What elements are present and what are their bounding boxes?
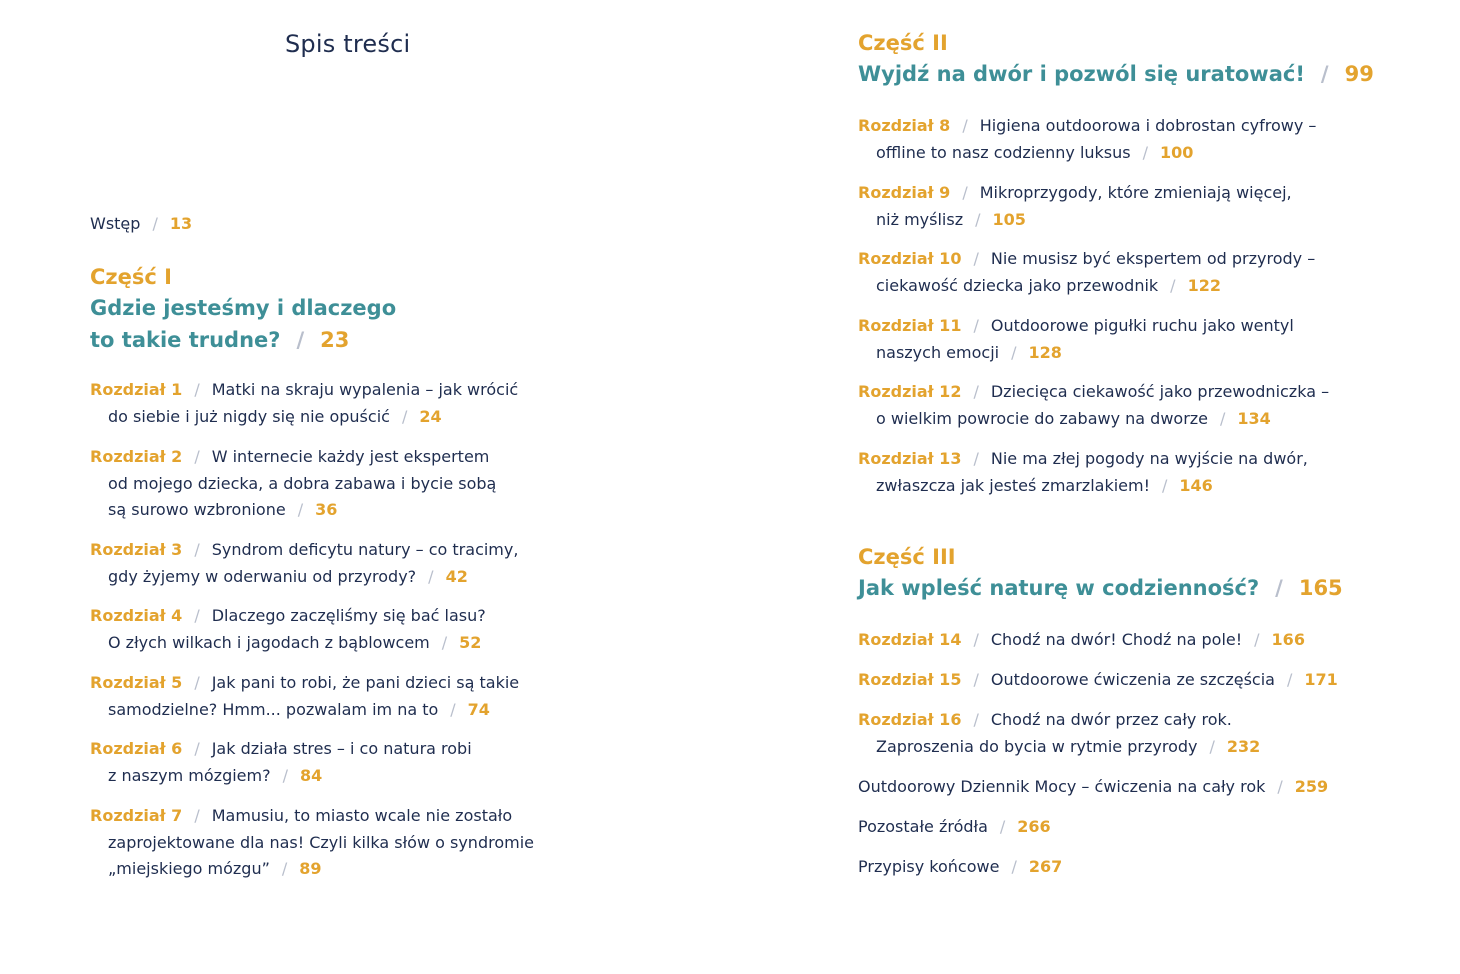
chapter-label: Rozdział 13 <box>858 449 962 468</box>
separator: / <box>1277 777 1283 796</box>
chapter-title: do siebie i już nigdy się nie opuścić <box>108 406 390 426</box>
toc-chapter-8[interactable] <box>858 113 1316 166</box>
separator: / <box>1275 576 1283 600</box>
part-1-heading[interactable] <box>90 262 396 356</box>
chapter-title: Jak działa stres – i co natura robi <box>211 739 472 758</box>
chapter-label: Rozdział 7 <box>90 806 183 825</box>
separator: / <box>1011 342 1017 362</box>
toc-chapter-14[interactable] <box>858 627 1305 654</box>
chapter-title: offline to nasz codzienny luksus <box>876 142 1131 162</box>
chapter-title: Jak pani to robi, że pani dzieci są takie <box>211 673 520 692</box>
chapter-title: W internecie każdy jest ekspertem <box>211 447 490 466</box>
toc-chapter-11[interactable] <box>858 313 1294 366</box>
toc-chapter-13[interactable] <box>858 446 1308 499</box>
separator: / <box>450 699 456 719</box>
chapter-title: od mojego dziecka, a dobra zabawa i bycie sobą <box>108 473 497 493</box>
toc-chapter-9[interactable] <box>858 180 1292 233</box>
page-number: 146 <box>1179 475 1213 495</box>
chapter-label: Rozdział 4 <box>90 606 183 625</box>
chapter-title: o wielkim powrocie do zabawy na dworze <box>876 408 1209 428</box>
chapter-title: Outdoorowe pigułki ruchu jako wentyl <box>990 316 1294 335</box>
chapter-title: Mikroprzygody, które zmieniają więcej, <box>979 183 1292 202</box>
toc-chapter-15[interactable] <box>858 667 1338 694</box>
toc-chapter-10[interactable] <box>858 246 1315 299</box>
toc-intro[interactable] <box>90 211 192 238</box>
separator: / <box>973 382 979 401</box>
chapter-title: O złych wilkach i jagodach z bąblowcem <box>108 632 430 652</box>
chapter-label: Rozdział 10 <box>858 249 962 268</box>
page-number: 128 <box>1028 342 1062 362</box>
page-number: 122 <box>1187 275 1221 295</box>
page-number: 105 <box>992 209 1026 229</box>
chapter-title: naszych emocji <box>876 342 1000 362</box>
extra-title: Pozostałe źródła <box>858 817 988 836</box>
chapter-title: z naszym mózgiem? <box>108 765 271 785</box>
chapter-label: Rozdział 9 <box>858 183 951 202</box>
separator: / <box>1254 630 1260 649</box>
chapter-label: Rozdział 3 <box>90 540 183 559</box>
chapter-label: Rozdział 6 <box>90 739 183 758</box>
chapter-label: Rozdział 16 <box>858 710 962 729</box>
chapter-title: Matki na skraju wypalenia – jak wrócić <box>211 380 519 399</box>
separator: / <box>973 449 979 468</box>
toc-chapter-1[interactable] <box>90 377 518 430</box>
part-3-heading[interactable] <box>858 542 1343 605</box>
chapter-title: Nie musisz być ekspertem od przyrody – <box>990 249 1316 268</box>
part-title-line: to takie trudne? <box>90 327 281 352</box>
page-number: 134 <box>1237 408 1271 428</box>
separator: / <box>401 406 408 426</box>
separator: / <box>1209 736 1215 756</box>
separator: / <box>975 209 981 229</box>
chapter-title: są surowo wzbronione <box>108 500 286 519</box>
page-number: 99 <box>1344 62 1374 86</box>
chapter-title: samodzielne? Hmm... pozwalam im na to <box>108 699 439 719</box>
separator: / <box>281 859 288 878</box>
toc-chapter-5[interactable] <box>90 670 519 723</box>
extra-title: Outdoorowy Dziennik Mocy – ćwiczenia na cały rok <box>858 777 1266 796</box>
chapter-title: gdy żyjemy w oderwaniu od przyrody? <box>108 566 417 586</box>
page-number: 100 <box>1160 142 1194 162</box>
part-title-line: Jak wpleść naturę w codzienność? <box>858 576 1260 600</box>
toc-chapter-3[interactable] <box>90 537 518 590</box>
toc-chapter-7[interactable] <box>90 803 534 883</box>
part-label: Część III <box>858 545 956 569</box>
chapter-title: Dziecięca ciekawość jako przewodniczka – <box>990 382 1330 401</box>
chapter-label: Rozdział 12 <box>858 382 962 401</box>
chapter-title: Mamusiu, to miasto wcale nie zostało <box>211 806 513 825</box>
chapter-title: Chodź na dwór! Chodź na pole! <box>990 630 1243 649</box>
page-number: 23 <box>320 327 350 352</box>
separator: / <box>194 673 200 692</box>
page-number: 171 <box>1304 670 1338 689</box>
separator: / <box>973 630 979 649</box>
separator: / <box>1011 857 1017 876</box>
separator: / <box>1220 408 1226 428</box>
chapter-title: ciekawość dziecka jako przewodnik <box>876 275 1159 295</box>
separator: / <box>962 183 968 202</box>
toc-extra-dziennik[interactable] <box>858 774 1328 801</box>
toc-chapter-12[interactable] <box>858 379 1329 432</box>
page-number: 36 <box>315 500 338 519</box>
chapter-label: Rozdział 5 <box>90 673 183 692</box>
chapter-label: Rozdział 14 <box>858 630 962 649</box>
separator: / <box>428 566 434 586</box>
extra-title: Przypisy końcowe <box>858 857 1000 876</box>
toc-chapter-4[interactable] <box>90 603 486 656</box>
chapter-title: niż myślisz <box>876 209 964 229</box>
separator: / <box>152 214 158 233</box>
separator: / <box>1170 275 1176 295</box>
separator: / <box>973 670 979 689</box>
chapter-label: Rozdział 1 <box>90 380 183 399</box>
page-number: 232 <box>1226 736 1261 756</box>
page-number: 259 <box>1294 777 1329 796</box>
part-label: Część II <box>858 31 948 55</box>
chapter-title: zwłaszcza jak jesteś zmarzlakiem! <box>876 475 1150 495</box>
chapter-title: Chodź na dwór przez cały rok. <box>990 710 1232 729</box>
part-title-line: Wyjdź na dwór i pozwól się uratować! <box>858 62 1305 86</box>
separator: / <box>1162 475 1168 495</box>
toc-chapter-6[interactable] <box>90 736 472 789</box>
page-title: Spis treści <box>285 30 411 58</box>
chapter-title: Outdoorowe ćwiczenia ze szczęścia <box>990 670 1275 689</box>
separator: / <box>1320 62 1329 86</box>
page-number: 165 <box>1298 576 1343 600</box>
page-number: 42 <box>445 566 468 586</box>
separator: / <box>962 116 968 135</box>
chapter-label: Rozdział 8 <box>858 116 951 135</box>
part-label: Część I <box>90 265 172 289</box>
page-number: 13 <box>169 214 193 233</box>
chapter-title: Syndrom deficytu natury – co tracimy, <box>211 540 519 559</box>
intro-label: Wstęp <box>90 214 141 233</box>
separator: / <box>297 500 304 519</box>
page-number: 52 <box>459 632 482 652</box>
page-number: 266 <box>1017 817 1051 836</box>
separator: / <box>194 380 200 399</box>
chapter-title: Nie ma złej pogody na wyjście na dwór, <box>990 449 1308 468</box>
separator: / <box>194 739 200 758</box>
separator: / <box>973 710 979 729</box>
separator: / <box>194 606 200 625</box>
separator: / <box>194 806 200 825</box>
page-number: 24 <box>419 406 442 426</box>
chapter-title: zaprojektowane dla nas! Czyli kilka słów o syndromie <box>108 832 534 852</box>
chapter-label: Rozdział 11 <box>858 316 962 335</box>
toc-extra-zrodla[interactable] <box>858 814 1051 841</box>
separator: / <box>999 817 1006 836</box>
chapter-label: Rozdział 2 <box>90 447 183 466</box>
part-2-heading[interactable] <box>858 28 1374 91</box>
separator: / <box>973 249 979 268</box>
page-number: 84 <box>300 765 323 785</box>
chapter-title: Zaproszenia do bycia w rytmie przyrody <box>876 736 1198 756</box>
separator: / <box>1286 670 1293 689</box>
chapter-title: Dlaczego zaczęliśmy się bać lasu? <box>211 606 486 625</box>
toc-chapter-2[interactable] <box>90 444 496 524</box>
part-title-line: Gdzie jesteśmy i dlaczego <box>90 296 397 320</box>
page-number: 74 <box>467 699 490 719</box>
page-number: 89 <box>299 859 322 878</box>
chapter-label: Rozdział 15 <box>858 670 962 689</box>
toc-chapter-16[interactable] <box>858 707 1260 760</box>
separator: / <box>296 327 305 352</box>
chapter-title: „miejskiego mózgu” <box>108 859 270 878</box>
page-number: 166 <box>1271 630 1305 649</box>
separator: / <box>194 447 200 466</box>
toc-extra-przypisy[interactable] <box>858 854 1062 881</box>
separator: / <box>282 765 288 785</box>
page-number: 267 <box>1028 857 1063 876</box>
separator: / <box>973 316 979 335</box>
separator: / <box>441 632 448 652</box>
separator: / <box>194 540 200 559</box>
separator: / <box>1142 142 1149 162</box>
chapter-title: Higiena outdoorowa i dobrostan cyfrowy – <box>979 116 1317 135</box>
